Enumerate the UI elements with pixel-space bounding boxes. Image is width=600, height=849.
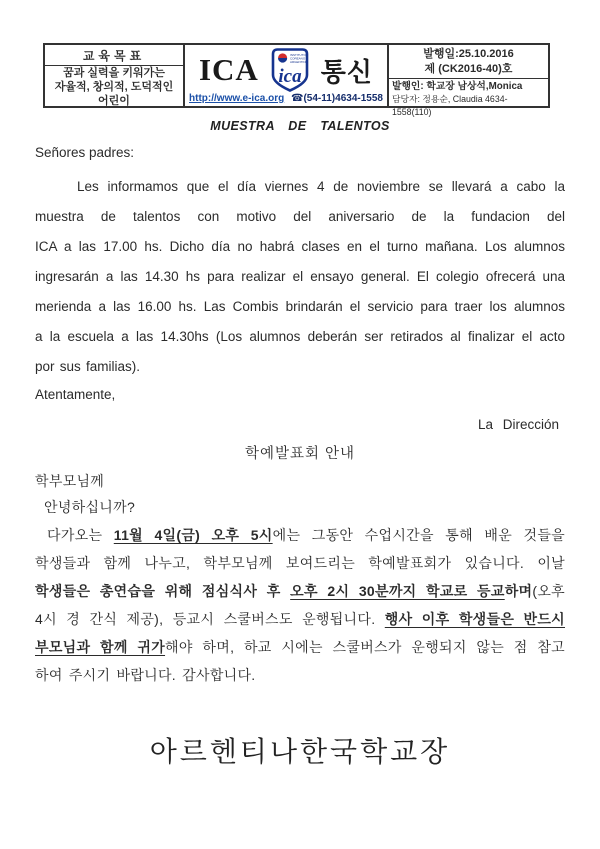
korean-greeting: 안녕하십니까? (44, 499, 136, 515)
spanish-paragraph (35, 172, 565, 382)
issue-number: 제 (CK2016-40)호 (424, 62, 513, 75)
publisher-line: 발행인: 학교장 남상석,Monica (392, 81, 523, 92)
spanish-salutation: Señores padres: (35, 145, 135, 160)
spanish-signature: La Dirección (477, 417, 559, 432)
contact-row (189, 93, 383, 104)
manager-line: 담당자: 정용순, Claudia 4634-1558(110) (392, 94, 508, 117)
masthead-brand-cell (185, 45, 387, 106)
korean-heading: 학예발표회 안내 (244, 446, 356, 462)
text-line: merienda a las 16.00 hs. Las Combis brindarán el servicio para traer los alumnos (35, 299, 565, 314)
education-goal-title: 교육목표 (45, 45, 183, 66)
issue-info (389, 45, 548, 79)
korean-paragraph (35, 521, 565, 689)
text-line: por sus familias). (35, 359, 141, 374)
publisher-info (389, 79, 548, 120)
text-line: muestra de talentos con motivo del aniversario de la fundacion del (35, 209, 565, 224)
motto-line: 어린이 (98, 95, 130, 107)
spanish-closing: Atentamente, (35, 387, 116, 402)
text-line: 하여 주시기 바랍니다. 감사합니다. (35, 667, 256, 683)
letter-body (35, 142, 565, 770)
text-line: 부모님과 함께 귀가해야 하며, 하교 시에는 스쿨버스가 운행되지 않는 점 참고 (35, 639, 565, 655)
text-line: 4시 경 간식 제공), 등교시 스쿨버스도 운행됩니다. 행사 이후 학생들은 반드시 (35, 611, 565, 627)
brand-row (199, 47, 373, 93)
phone-number: ☎(54-11)4634-1558 (291, 93, 383, 104)
logo-caption-line: INSTITUTO (289, 53, 306, 57)
masthead-goal-cell (45, 45, 185, 106)
text-line: Les informamos que el día viernes 4 de noviembre se llevará a cabo la (77, 179, 565, 194)
logo-caption-line: COREANO (289, 56, 305, 61)
logo-letters: ica (278, 66, 302, 87)
brand-text-tongsin: 통신 (320, 56, 374, 87)
motto-line: 자율적, 창의적, 도덕적인 (54, 81, 174, 93)
text-line: 학생들은 총연습을 위해 점심식사 후 오후 2시 30분까지 학교로 등교하며(오후 (35, 583, 565, 599)
logo-caption-line: ARGENTINO (289, 60, 308, 65)
education-goal-motto (45, 66, 183, 108)
masthead-table (43, 43, 550, 117)
motto-line: 꿈과 실력을 키워가는 (63, 67, 165, 79)
issue-date: 발행일:25.10.2016 (423, 48, 514, 60)
text-line: 다가오는 11월 4일(금) 오후 5시에는 그동안 수업시간을 통해 배운 것들을 (47, 527, 565, 543)
school-principal-signature: 아르헨티나한국학교장 (149, 736, 451, 767)
text-line: ICA a las 17.00 hs. Dicho día no habrá clases en el turno mañana. Los alumnos (35, 239, 565, 254)
text-line: 학생들과 함께 나누고, 학부모님께 보여드리는 학예발표회가 있습니다. 이날 (35, 555, 565, 571)
text-line: ingresarán a las 14.30 hs para realizar el ensayo general. El colegio ofrecerá una (35, 269, 565, 284)
text-line: a la escuela a las 14.30hs (Los alumnos deberán ser retirados al finalizar el acto (35, 329, 565, 344)
website-link[interactable]: http://www.e-ica.org (189, 93, 285, 104)
korean-salutation: 학부모님께 (35, 473, 105, 489)
document-title: MUESTRA DE TALENTOS (210, 119, 390, 133)
brand-text-ica: ICA (198, 52, 259, 87)
masthead-issue-cell (387, 45, 548, 117)
ica-school-logo-icon (268, 47, 312, 93)
